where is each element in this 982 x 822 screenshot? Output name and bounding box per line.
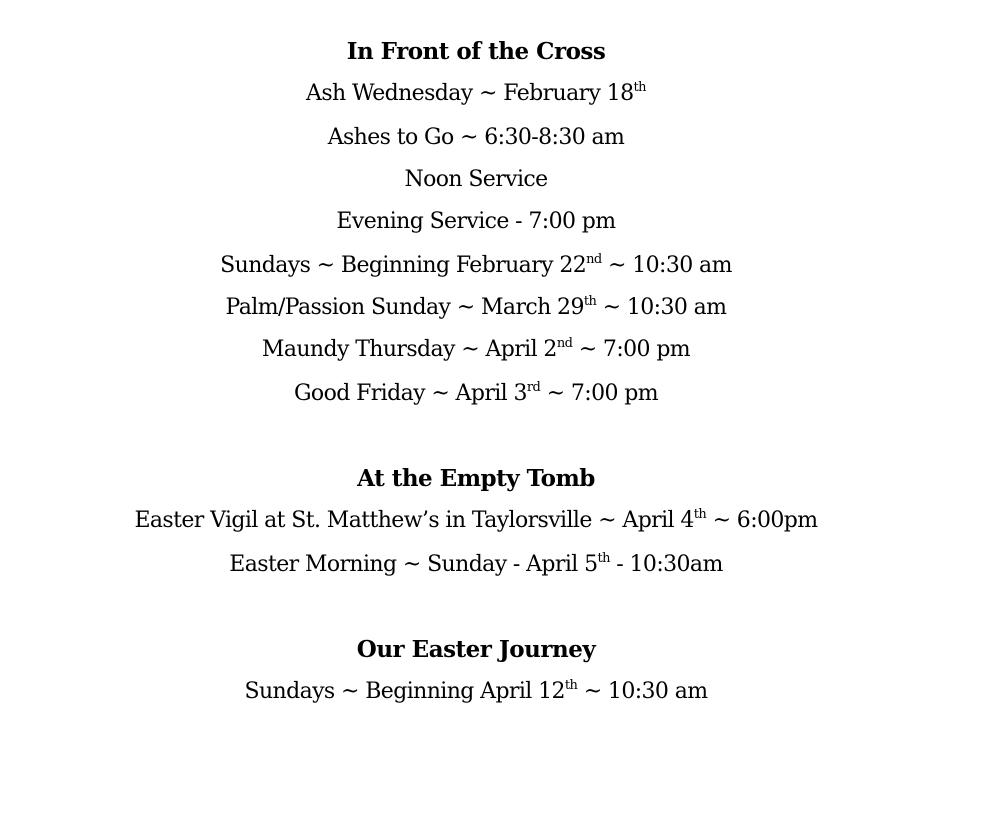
section-heading: At the Empty Tomb — [357, 465, 595, 492]
ordinal-suffix: th — [597, 550, 610, 566]
line-text: Evening Service - 7:00 pm — [336, 209, 616, 234]
schedule-line — [0, 507, 952, 535]
line-text: Noon Service — [404, 167, 548, 192]
ordinal-suffix: th — [633, 79, 646, 95]
schedule-line — [0, 380, 952, 408]
line-text-tail: - 10:30am — [609, 552, 723, 577]
schedule-line — [0, 551, 952, 579]
ordinal-suffix: rd — [526, 379, 541, 395]
line-text: Good Friday ~ April 3 — [293, 381, 527, 406]
line-text-tail: ~ 6:00pm — [706, 508, 818, 533]
ordinal-suffix: nd — [586, 251, 602, 267]
section-heading: In Front of the Cross — [346, 38, 606, 65]
line-text: Ash Wednesday ~ February 18 — [306, 81, 634, 106]
section-in-front-of-the-cross — [0, 38, 952, 406]
schedule-line — [0, 294, 952, 322]
schedule-line — [0, 678, 952, 706]
schedule-line — [0, 252, 952, 280]
schedule-line — [0, 336, 952, 364]
ordinal-suffix: th — [564, 677, 578, 693]
line-text: Easter Morning ~ Sunday - April 5 — [229, 552, 598, 577]
line-text: Sundays ~ Beginning April 12 — [244, 679, 565, 704]
schedule-line — [0, 124, 952, 152]
section-heading: Our Easter Journey — [356, 636, 596, 663]
ordinal-suffix: nd — [556, 335, 573, 351]
schedule-line — [0, 80, 952, 108]
line-text: Palm/Passion Sunday ~ March 29 — [225, 295, 584, 320]
line-text-tail: ~ 7:00 pm — [540, 381, 659, 406]
schedule-line — [0, 208, 952, 236]
ordinal-suffix: th — [693, 506, 707, 522]
ordinal-suffix: th — [583, 293, 597, 309]
line-text: Sundays ~ Beginning February 22 — [220, 253, 587, 278]
section-at-the-empty-tomb — [0, 465, 952, 577]
line-text: Ashes to Go ~ 6:30-8:30 am — [327, 125, 625, 150]
line-text-tail: ~ 10:30 am — [596, 295, 727, 320]
line-text-tail: ~ 7:00 pm — [572, 337, 691, 362]
line-text: Maundy Thursday ~ April 2 — [261, 337, 557, 362]
line-text-tail: ~ 10:30 am — [577, 679, 708, 704]
line-text: Easter Vigil at St. Matthew’s in Taylorsville ~ April 4 — [134, 508, 694, 533]
section-our-easter-journey — [0, 636, 952, 704]
line-text-tail: ~ 10:30 am — [601, 253, 732, 278]
schedule-line — [0, 166, 952, 194]
